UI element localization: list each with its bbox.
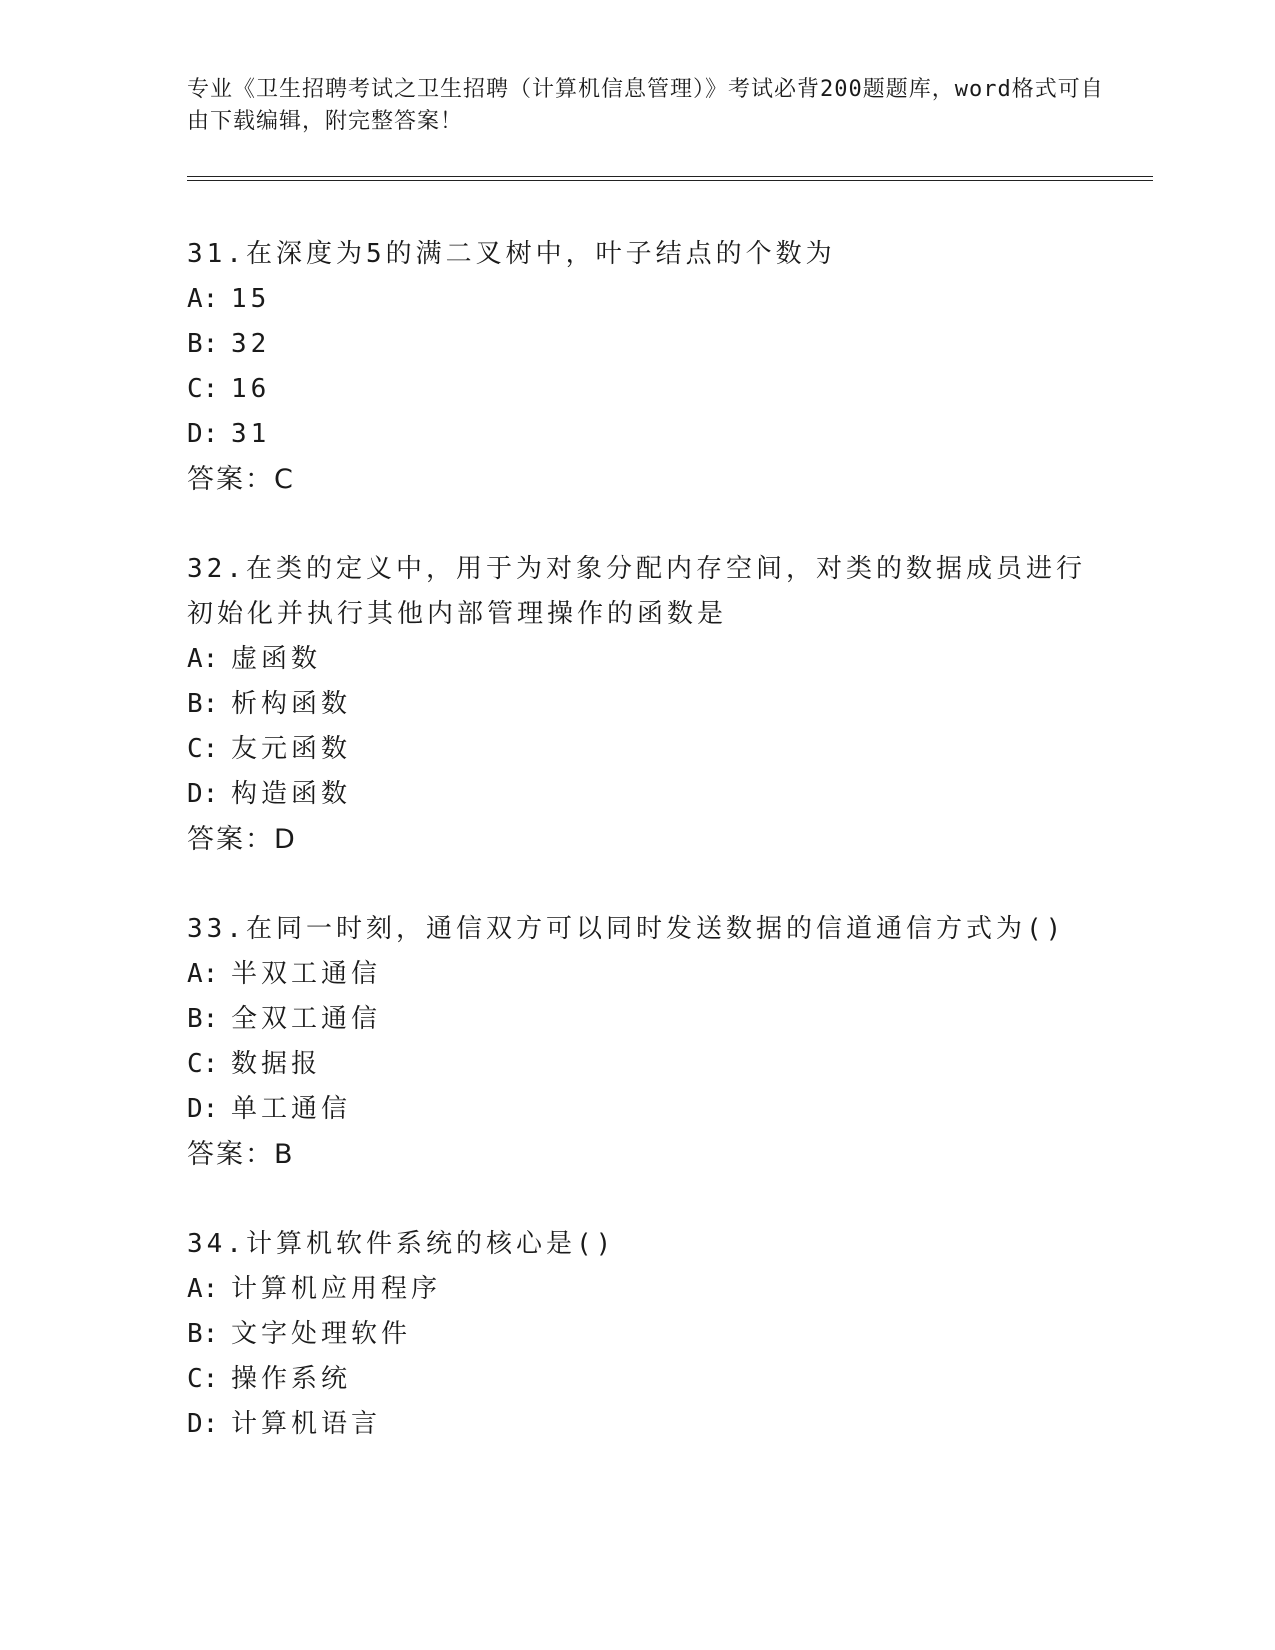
option-a bbox=[187, 1267, 1107, 1312]
option-d bbox=[187, 772, 1107, 817]
answer-line: 答案：C bbox=[187, 464, 295, 495]
option-key: D: bbox=[187, 1094, 219, 1124]
option-value: 数据报 bbox=[231, 1049, 322, 1079]
option-b bbox=[187, 997, 1107, 1042]
option-value: 虚函数 bbox=[231, 644, 322, 674]
option-key: C: bbox=[187, 734, 219, 764]
question-34 bbox=[187, 1222, 1107, 1447]
question-text: 32.在类的定义中，用于为对象分配内存空间，对类的数据成员进行初始化并执行其他内部管理操作的函数是 bbox=[187, 554, 1086, 629]
question-33 bbox=[187, 907, 1107, 1177]
option-key: B: bbox=[187, 1319, 219, 1349]
option-c bbox=[187, 1357, 1107, 1402]
option-d bbox=[187, 1087, 1107, 1132]
option-key: D: bbox=[187, 779, 219, 809]
option-a bbox=[187, 952, 1107, 997]
option-value: 32 bbox=[231, 329, 271, 359]
option-value: 全双工通信 bbox=[231, 1004, 382, 1034]
option-a bbox=[187, 637, 1107, 682]
question-32 bbox=[187, 547, 1107, 862]
option-c bbox=[187, 367, 1107, 412]
option-value: 半双工通信 bbox=[231, 959, 382, 989]
option-key: A: bbox=[187, 644, 219, 674]
option-value: 计算机语言 bbox=[231, 1409, 382, 1439]
option-key: C: bbox=[187, 1364, 219, 1394]
option-value: 31 bbox=[231, 419, 271, 449]
option-key: C: bbox=[187, 374, 219, 404]
option-value: 文字处理软件 bbox=[231, 1319, 412, 1349]
option-value: 友元函数 bbox=[231, 734, 352, 764]
option-key: A: bbox=[187, 284, 219, 314]
question-list bbox=[187, 232, 1107, 1492]
question-text: 34.计算机软件系统的核心是() bbox=[187, 1229, 616, 1259]
question-text: 31.在深度为5的满二叉树中，叶子结点的个数为 bbox=[187, 239, 836, 269]
answer-line: 答案：B bbox=[187, 1139, 295, 1170]
header-divider bbox=[187, 176, 1153, 181]
option-value: 单工通信 bbox=[231, 1094, 352, 1124]
option-key: A: bbox=[187, 1274, 219, 1304]
option-b bbox=[187, 1312, 1107, 1357]
option-c bbox=[187, 1042, 1107, 1087]
option-value: 析构函数 bbox=[231, 689, 352, 719]
option-key: C: bbox=[187, 1049, 219, 1079]
option-value: 构造函数 bbox=[231, 779, 352, 809]
option-d bbox=[187, 412, 1107, 457]
option-value: 操作系统 bbox=[231, 1364, 352, 1394]
option-a bbox=[187, 277, 1107, 322]
option-d bbox=[187, 1402, 1107, 1447]
option-key: D: bbox=[187, 1409, 219, 1439]
option-value: 16 bbox=[231, 374, 271, 404]
option-key: A: bbox=[187, 959, 219, 989]
option-value: 15 bbox=[231, 284, 271, 314]
option-value: 计算机应用程序 bbox=[231, 1274, 442, 1304]
document-header: 专业《卫生招聘考试之卫生招聘（计算机信息管理）》考试必背200题题库，word格式可自由下载编辑，附完整答案！ bbox=[187, 77, 1104, 134]
option-b bbox=[187, 322, 1107, 367]
option-c bbox=[187, 727, 1107, 772]
answer-line: 答案：D bbox=[187, 824, 297, 855]
option-key: D: bbox=[187, 419, 219, 449]
option-key: B: bbox=[187, 689, 219, 719]
option-b bbox=[187, 682, 1107, 727]
question-31 bbox=[187, 232, 1107, 502]
option-key: B: bbox=[187, 329, 219, 359]
question-text: 33.在同一时刻，通信双方可以同时发送数据的信道通信方式为() bbox=[187, 914, 1066, 944]
option-key: B: bbox=[187, 1004, 219, 1034]
